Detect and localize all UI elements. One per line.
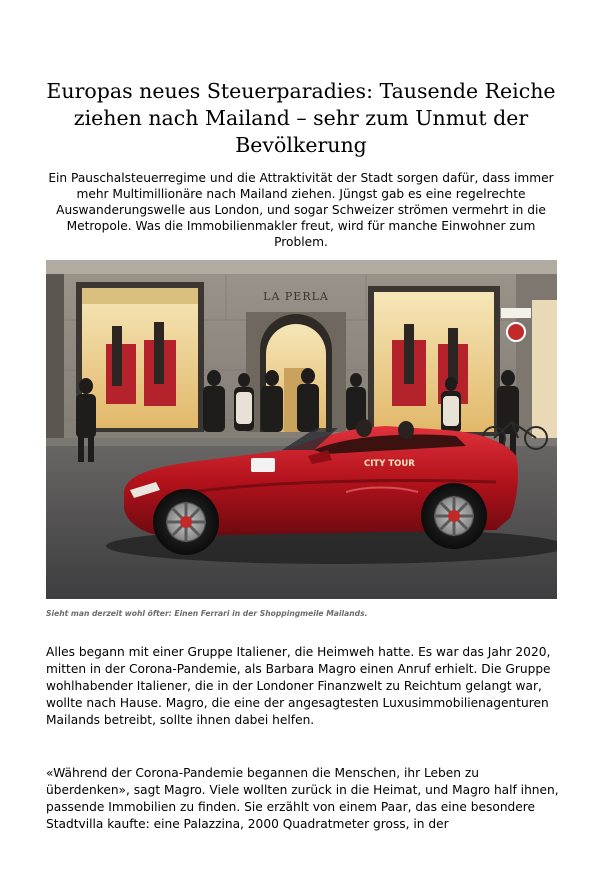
article-photo	[46, 260, 557, 599]
car-sticker: CITY TOUR	[364, 459, 415, 469]
body-paragraph: «Während der Corona-Pandemie begannen die Menschen, ihr Leben zu überdenken», sagt Magro. Viele wollten zurück in die Heimat, und Magro half ihnen, passende Immobilien zu finden. Sie erzählt von einem Paar, das eine besondere Stadtvilla kaufte: eine Palazzina, 2000 Quadratmeter gross, in der	[46, 766, 559, 831]
shop-sign: LA PERLA	[263, 290, 329, 303]
article-headline: Europas neues Steuerparadies: Tausende Reiche ziehen nach Mailand – sehr zum Unmut der Bevölkerung	[46, 79, 556, 157]
body-paragraph: Alles begann mit einer Gruppe Italiener, die Heimweh hatte. Es war das Jahr 2020, mitten in der Corona-Pandemie, als Barbara Magro einen Anruf erhielt. Die Gruppe wohlhabender Italiener, die in der Londoner Finanzwelt zu Reichtum gelangt war, wollte nach Hause. Magro, die eine der angesagtesten Luxusimmobilienagenturen Mailands betreibt, sollte ihnen dabei helfen.	[46, 645, 551, 727]
photo-caption: Sieht man derzeit wohl öfter: Einen Ferrari in der Shoppingmeile Mailands.	[46, 609, 368, 618]
article-lead: Ein Pauschalsteuerregime und die Attraktivität der Stadt sorgen dafür, dass immer mehr Multimillionäre nach Mailand ziehen. Jüngst gab es eine regelrechte Auswanderungswelle aus London, und sogar Schweizer strömen vermehrt in die Metropole. Was die Immobilienmakler freut, wird für manche Einwohner zum Problem.	[48, 171, 554, 249]
